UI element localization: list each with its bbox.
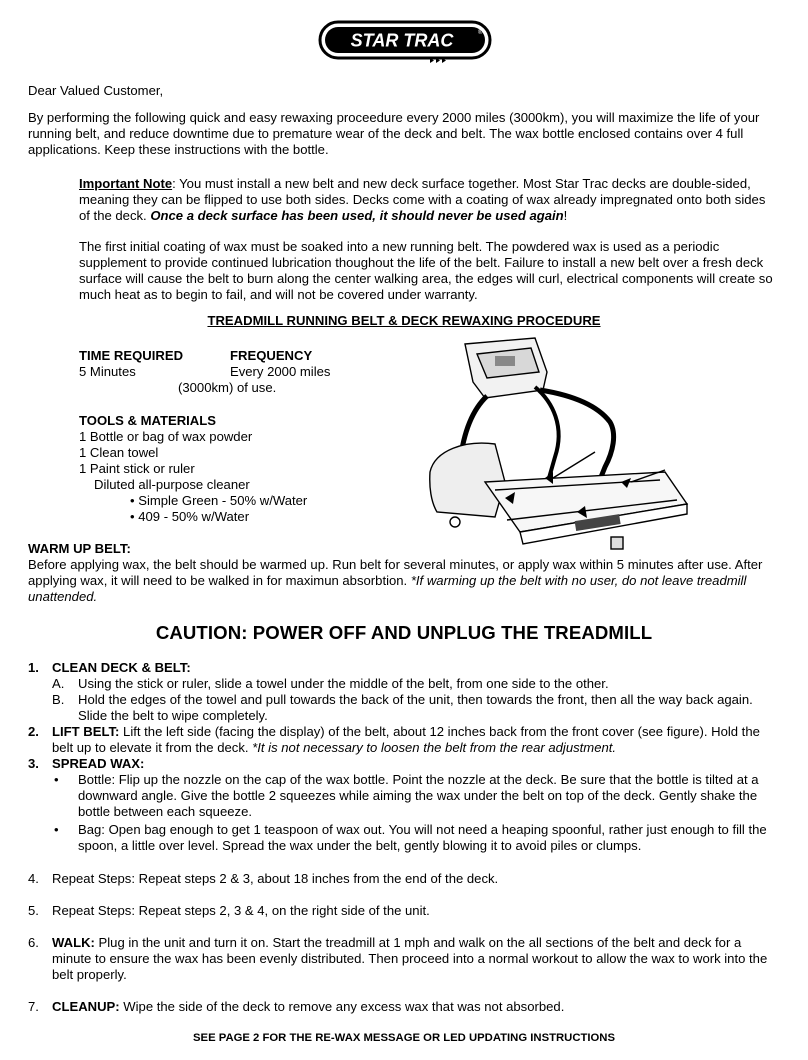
star-trac-logo	[318, 20, 492, 64]
step-3-title: SPREAD WAX:	[52, 756, 145, 771]
tool-item: 1 Clean towel	[79, 445, 159, 460]
cleaner-item: • Simple Green - 50% w/Water	[130, 493, 308, 508]
step-number: 5.	[28, 903, 39, 918]
step-1b-text: Hold the edges of the towel and pull towards the back of the unit, then towards the front, then all the way back again. Slide the belt to wipe completely.	[78, 692, 753, 723]
time-value: 5 Minutes	[79, 364, 136, 379]
caution-heading: CAUTION: POWER OFF AND UNPLUG THE TREADMILL	[155, 622, 653, 643]
step-number: 7.	[28, 999, 39, 1014]
treadmill-illustration	[425, 332, 695, 562]
tools-heading: TOOLS & MATERIALS	[79, 413, 216, 428]
step-3-bottle-text: Bottle: Flip up the nozzle on the cap of the wax bottle. Point the nozzle at the deck. Be sure that the bottle is tilted at a downward angle. Give the bottle 2 squeezes while aiming the wax under the belt on top of the deck. Gently shake the bottle between each squeeze.	[78, 772, 759, 819]
cleaner-item: • 409 - 50% w/Water	[130, 509, 250, 524]
frequency-value-2: (3000km) of use.	[178, 380, 277, 395]
svg-text:®: ®	[478, 30, 483, 36]
tool-item: Diluted all-purpose cleaner	[94, 477, 250, 492]
important-note: Important Note: You must install a new belt and new deck surface together. Most Star Trac decks are double-sided, meaning they can be flipped to use both sides. Decks come with a coating of wax already impregnated onto both sides of the deck. Once a deck surface has been used, it should never be used again!	[79, 176, 766, 223]
intro-paragraph: By performing the following quick and easy rewaxing proceedure every 2000 miles (3000km), you will maximize the life of your running belt, and reduce downtime due to premature wear of the deck and belt. The wax bottle enclosed contains over 4 full applications. Keep these instructions with the bottle.	[28, 110, 760, 157]
frequency-label: FREQUENCY	[230, 348, 313, 363]
tool-item: 1 Bottle or bag of wax powder	[79, 429, 253, 444]
substep-letter: A.	[52, 676, 65, 691]
step-number: 2.	[28, 724, 39, 739]
frequency-value: Every 2000 miles	[230, 364, 331, 379]
step-4-text: Repeat Steps: Repeat steps 2 & 3, about 18 inches from the end of the deck.	[52, 871, 499, 886]
bullet: •	[54, 822, 59, 837]
greeting: Dear Valued Customer,	[28, 83, 164, 98]
step-6-text: WALK: Plug in the unit and turn it on. Start the treadmill at 1 mph and walk on the all sections of the belt and deck for a minute to ensure the wax has been evenly distributed. Then proceed into a normal workout to allow the wax to work into the belt properly.	[52, 935, 768, 982]
step-number: 4.	[28, 871, 39, 886]
bullet: •	[54, 772, 59, 787]
footer-note: SEE PAGE 2 FOR THE RE-WAX MESSAGE OR LED UPDATING INSTRUCTIONS	[193, 1032, 615, 1044]
tool-item: 1 Paint stick or ruler	[79, 461, 195, 476]
warmup-heading: WARM UP BELT:	[28, 541, 131, 556]
substep-letter: B.	[52, 692, 65, 707]
warmup-text: Before applying wax, the belt should be warmed up. Run belt for several minutes, or apply wax within 5 minutes after use. After applying wax, it will need to be walked in for maximun absorbtion. *If warming up the belt with no user, do not leave treadmill unattended.	[28, 557, 763, 604]
step-3-bag-text: Bag: Open bag enough to get 1 teaspoon of wax out. You will not need a heaping spoonful, rather just enough to fill the spoon, a little over level. Spread the wax under the belt, gently blowing it to avoid piles or clumps.	[78, 822, 767, 853]
step-7-text: CLEANUP: Wipe the side of the deck to remove any excess wax that was not absorbed.	[52, 999, 565, 1014]
procedure-title: TREADMILL RUNNING BELT & DECK REWAXING PROCEDURE	[207, 313, 601, 328]
first-coating-paragraph: The first initial coating of wax must be soaked into a new running belt. The powdered wax is used as a periodic supplement to provide continued lubrication thoughout the life of the belt. Failure to install a new belt over a fresh deck surface will cause the belt to burn along the center walking area, the edges will curl, electrical components will create so much heat as to begin to fail, and will not be covered under warranty.	[79, 239, 773, 302]
step-number: 1.	[28, 660, 39, 675]
step-5-text: Repeat Steps: Repeat steps 2, 3 & 4, on the right side of the unit.	[52, 903, 430, 918]
logo-text: STAR TRAC	[350, 30, 454, 51]
step-2-text: LIFT BELT: Lift the left side (facing the display) of the belt, about 12 inches back from the front cover (see figure). Hold the belt up to elevate it from the deck. *It is not necessary to loosen the belt from the rear adjustment.	[52, 724, 760, 755]
step-1-title: CLEAN DECK & BELT:	[52, 660, 191, 675]
step-number: 6.	[28, 935, 39, 950]
time-required-label: TIME REQUIRED	[79, 348, 184, 363]
step-1a-text: Using the stick or ruler, slide a towel under the middle of the belt, from one side to the other.	[78, 676, 609, 691]
step-number: 3.	[28, 756, 39, 771]
